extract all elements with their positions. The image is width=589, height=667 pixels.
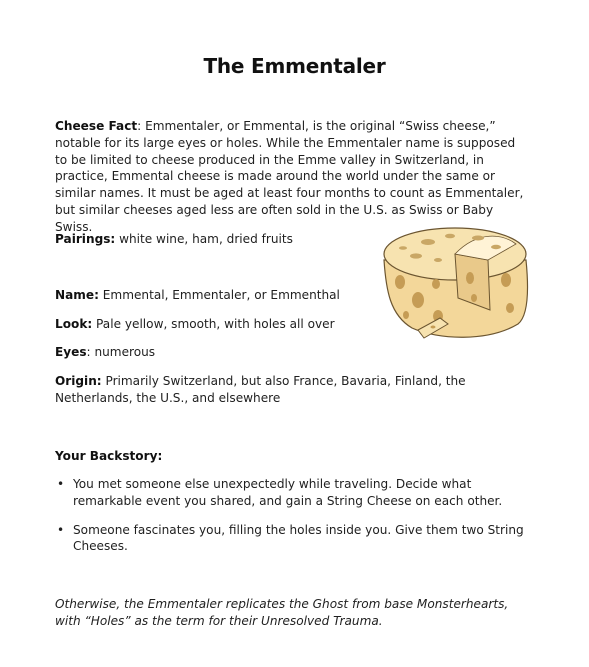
bullet-glyph: • [57,522,65,537]
name-text: Emmental, Emmentaler, or Emmenthal [98,288,340,302]
pairings-line [55,231,375,248]
origin-label: Origin: [55,374,102,388]
origin-line [55,373,530,407]
name-line [55,287,375,304]
page-title: The Emmentaler [203,54,386,78]
cheese-fact-paragraph [55,118,530,236]
backstory-heading: Your Backstory: [55,449,163,463]
eyes-label: Eyes [55,345,87,359]
list-item-text: Someone fascinates you, filling the holes inside you. Give them two String Cheeses. [73,522,524,554]
closing-note: Otherwise, the Emmentaler replicates the Ghost from base Monsterhearts, with “Holes” as the term for their Unresolved Trauma. [55,597,509,628]
cheese-fact-label: Cheese Fact [55,119,138,133]
backstory-list [55,476,535,567]
eyes-line [55,344,375,361]
origin-text: Primarily Switzerland, but also France, Bavaria, Finland, the Netherlands, the U.S., and elsewhere [55,374,466,405]
cheese-fact-text: : Emmentaler, or Emmental, is the original “Swiss cheese,” notable for its large eyes or holes. While the Emmentaler name is supposed to be limited to cheese produced in the Emme valley in Switzerland, in practice, Emmental cheese is made around the world under the same or similar names. It must be aged at least four months to count as Emmentaler, but similar cheeses aged less are often sold in the U.S. as Swiss or Baby Swiss. [55,119,524,234]
list-item [55,476,535,510]
list-item-text: You met someone else unexpectedly while traveling. Decide what remarkable event you shared, and gain a String Cheese on each other. [73,477,503,508]
pairings-label: Pairings: [55,232,116,246]
list-item [55,522,535,556]
pairings-text: white wine, ham, dried fruits [115,232,293,246]
bullet-glyph: • [57,477,65,491]
eyes-text: : numerous [86,345,156,359]
look-text: Pale yellow, smooth, with holes all over [92,317,335,331]
look-line [55,316,375,333]
look-label: Look: [55,317,93,331]
name-label: Name: [55,288,99,302]
cheese-illustration [378,220,530,344]
